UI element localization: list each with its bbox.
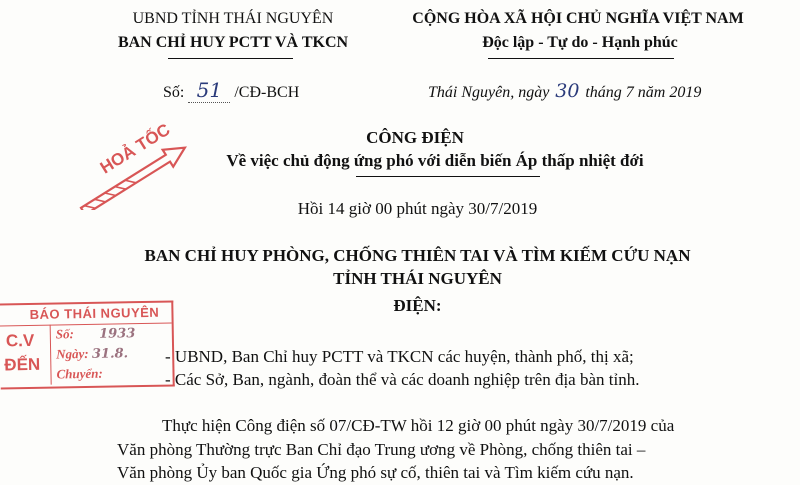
agency-underline [168, 58, 293, 59]
document-time: Hồi 14 giờ 00 phút ngày 30/7/2019 [297, 199, 538, 218]
received-so-label: Số: [55, 326, 74, 342]
received-so [56, 325, 136, 342]
so-number: 51 [188, 78, 230, 103]
received-stamp [0, 300, 175, 389]
so-suffix: /CĐ-BCH [234, 84, 300, 101]
place-suffix: tháng 7 năm 2019 [585, 84, 702, 101]
dien-label: ĐIỆN: [393, 296, 442, 315]
hoa-toc-text: HOẢ TỐC [96, 120, 174, 178]
national-title: CỘNG HÒA XÃ HỘI CHỦ NGHĨA VIỆT NAM [412, 10, 744, 27]
body-line-3: Văn phòng Ủy ban Quốc gia Ứng phó sự cố, thiên tai và Tìm kiếm cứu nạn. [117, 463, 634, 482]
received-stamp-title: BÁO THÁI NGUYÊN [29, 304, 160, 322]
received-cv: C.V [5, 330, 35, 351]
body-line-2: Văn phòng Thường trực Ban Chỉ đạo Trung ương về Phòng, chống thiên tai – [117, 440, 646, 459]
agency-name: UBND TỈNH THÁI NGUYÊN [132, 10, 334, 27]
document-subject: Về việc chủ động ứng phó với diễn biến Áp thấp nhiệt đới [226, 151, 644, 170]
recipient-1: - UBND, Ban Chỉ huy PCTT và TKCN các huyện, thành phố, thị xã; [165, 347, 634, 366]
sender-line1: BAN CHỈ HUY PHÒNG, CHỐNG THIÊN TAI VÀ TÌM KIẾM CỨU NẠN [144, 246, 691, 265]
sender-line2: TỈNH THÁI NGUYÊN [333, 269, 502, 288]
agency-subname: BAN CHỈ HUY PCTT VÀ TKCN [117, 34, 349, 51]
subject-underline [356, 176, 540, 177]
place-prefix: Thái Nguyên, ngày [428, 84, 550, 101]
received-ngay-value: 31.8. [91, 346, 129, 362]
received-ngay [56, 345, 128, 362]
place-date [428, 80, 701, 102]
date-day: 30 [555, 80, 580, 102]
body-line-1: Thực hiện Công điện số 07/CĐ-TW hồi 12 giờ 00 phút ngày 30/7/2019 của [162, 416, 675, 435]
so-label: Số: [163, 84, 185, 101]
received-chuyen: Chuyển: [56, 365, 103, 382]
document-number [163, 78, 299, 103]
received-den: ĐẾN [4, 354, 41, 375]
recipient-2: - Các Sở, Ban, ngành, đoàn thể và các doanh nghiệp trên địa bàn tỉnh. [165, 370, 640, 389]
received-so-value: 1933 [98, 326, 136, 342]
received-ngay-label: Ngày: [56, 345, 89, 362]
motto-underline [488, 58, 674, 59]
national-motto: Độc lập - Tự do - Hạnh phúc [482, 34, 678, 51]
document-title: CÔNG ĐIỆN [366, 128, 464, 147]
